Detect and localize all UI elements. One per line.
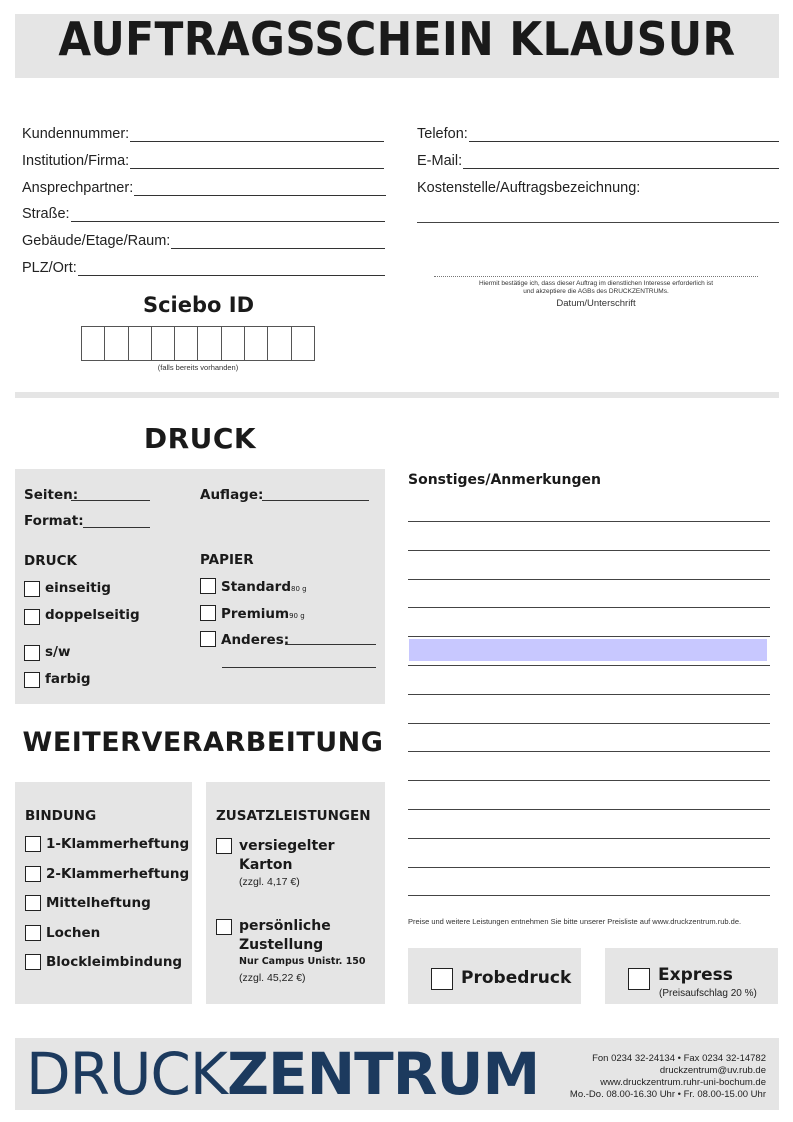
bindung-label: Blockleimbindung [46,954,183,970]
kostenstelle-line[interactable] [417,222,779,223]
probedruck-label: Probedruck [461,968,572,988]
email-field[interactable] [417,153,779,169]
anderes-label: Anderes: [221,632,290,648]
notes-line[interactable] [408,780,770,781]
notes-line[interactable] [408,607,770,608]
kostenstelle-field [417,180,779,196]
signature-label: Datum/Unterschrift [556,298,636,309]
notes-line[interactable] [408,579,770,580]
bindung-checkbox[interactable] [25,866,41,882]
notes-line[interactable] [408,809,770,810]
papier-subheading: PAPIER [200,552,254,568]
strasse-line[interactable] [71,208,385,222]
ansprechpartner-line[interactable] [134,182,386,196]
institution-label: Institution/Firma: [22,153,130,169]
sciebo-title: Sciebo ID [142,293,255,317]
signature-line[interactable] [434,276,758,277]
strasse-label: Straße: [22,206,70,222]
notes-line[interactable] [408,665,770,666]
plz-ort-line[interactable] [78,262,385,276]
sciebo-id-digit-box[interactable] [268,326,291,361]
bindung-label: Lochen [46,924,101,941]
notes-line[interactable] [408,751,770,752]
page-title: AUFTRAGSSCHEIN KLAUSUR [58,12,736,66]
gebaeude-field[interactable] [22,233,385,249]
telefon-label: Telefon: [417,126,468,142]
bindung-label: Mittelheftung [46,895,151,911]
bindung-option[interactable] [25,866,189,882]
notes-line[interactable] [408,521,770,522]
druck-subheading: DRUCK [24,553,77,569]
bindung-checkbox[interactable] [25,925,41,941]
notes-heading: Sonstiges/Anmerkungen [408,472,601,488]
notes-line[interactable] [408,723,770,724]
zusatz-heading: ZUSATZLEISTUNGEN [216,808,371,824]
farbig-label: farbig [45,671,91,687]
notes-line-highlight [409,639,767,661]
sciebo-id-input[interactable] [81,326,315,361]
notes-line[interactable] [408,895,770,896]
email-line[interactable] [463,155,779,169]
sciebo-id-digit-box[interactable] [81,326,105,361]
footer-hours: Mo.-Do. 08.00-16.30 Uhr • Fr. 08.00-15.00 Uhr [569,1089,766,1100]
sciebo-hint: (falls bereits vorhanden) [157,363,239,372]
ansprechpartner-label: Ansprechpartner: [22,180,134,196]
zustellung-note: Nur Campus Unistr. 150 [239,956,366,967]
sw-checkbox[interactable] [24,645,40,661]
doppelseitig-label: doppelseitig [45,607,140,623]
notes-area[interactable] [408,505,770,905]
zustellung-label: persönliche Zustellung [239,918,331,953]
express-checkbox[interactable] [628,968,650,990]
bindung-checkbox[interactable] [25,954,41,970]
telefon-field[interactable] [417,126,779,142]
einseitig-label: einseitig [45,580,111,596]
premium-label: Premium90 g [221,606,305,622]
anderes-line-2[interactable] [222,667,376,668]
sciebo-id-digit-box[interactable] [198,326,221,361]
notes-line[interactable] [408,636,770,637]
format-line[interactable] [83,527,150,528]
institution-line[interactable] [130,155,384,169]
karton-checkbox[interactable] [216,838,232,854]
auflage-label: Auflage: [200,487,264,503]
bindung-label: 2-Klammerheftung [46,865,190,882]
kundennummer-field[interactable] [22,126,384,142]
notes-line[interactable] [408,550,770,551]
zustellung-checkbox[interactable] [216,919,232,935]
probedruck-checkbox[interactable] [431,968,453,990]
doppelseitig-checkbox[interactable] [24,609,40,625]
zustellung-price: (zzgl. 45,22 €) [239,972,306,984]
express-note: (Preisaufschlag 20 %) [659,988,757,999]
sw-label: s/w [45,644,71,660]
signature-disclaimer: Hiermit bestätige ich, dass dieser Auftrag im dienstlichen Interesse erforderlich ist und akzeptiere die AGBs des DRUCKZENTRUMs. [478,280,714,295]
notes-footnote: Preise und weitere Leistungen entnehmen Sie bitte unserer Preisliste auf www.druckzentrum.rub.de. [408,917,742,926]
bindung-checkbox[interactable] [25,836,41,852]
notes-line[interactable] [408,694,770,695]
bindung-option[interactable] [25,895,151,911]
anderes-line[interactable] [285,644,376,645]
strasse-field[interactable] [22,206,385,222]
notes-line[interactable] [408,867,770,868]
auflage-line[interactable] [262,500,369,501]
footer-phone: Fon 0234 32-24134 • Fax 0234 32-14782 [592,1053,766,1064]
sciebo-id-digit-box[interactable] [152,326,175,361]
anderes-checkbox[interactable] [200,631,216,647]
gebaeude-label: Gebäude/Etage/Raum: [22,233,171,249]
bindung-label: 1-Klammerheftung [46,836,190,852]
kundennummer-line[interactable] [130,128,384,142]
sciebo-id-digit-box[interactable] [245,326,268,361]
gebaeude-line[interactable] [171,235,385,249]
karton-price: (zzgl. 4,17 €) [239,876,300,888]
plz-ort-label: PLZ/Ort: [22,260,77,276]
sciebo-id-digit-box[interactable] [292,326,315,361]
bindung-option[interactable] [25,954,182,970]
sciebo-id-digit-box[interactable] [129,326,152,361]
kostenstelle-label: Kostenstelle/Auftragsbezeichnung: [417,180,641,196]
seiten-line[interactable] [71,500,150,501]
premium-checkbox[interactable] [200,605,216,621]
footer-website[interactable]: www.druckzentrum.ruhr-uni-bochum.de [600,1077,766,1088]
plz-ort-field[interactable] [22,260,385,276]
express-label: Express [658,965,733,985]
sciebo-id-digit-box[interactable] [175,326,198,361]
kundennummer-label: Kundennummer: [22,126,130,142]
karton-label: versiegelter Karton [239,838,335,873]
standard-label: Standard80 g [221,579,307,595]
bindung-option[interactable] [25,925,100,941]
bindung-checkbox[interactable] [25,895,41,911]
druckzentrum-logo: DRUCKZENTRUM [26,1040,540,1108]
telefon-line[interactable] [469,128,779,142]
weiterverarbeitung-heading: WEITERVERARBEITUNG [22,727,384,758]
footer-email[interactable]: druckzentrum@uv.rub.de [659,1065,766,1076]
bindung-heading: BINDUNG [25,808,97,824]
sciebo-id-digit-box[interactable] [222,326,245,361]
notes-line[interactable] [408,838,770,839]
institution-field[interactable] [22,153,384,169]
ansprechpartner-field[interactable] [22,180,386,196]
bindung-option[interactable] [25,836,189,852]
footer-contact [560,1053,766,1101]
email-label: E-Mail: [417,153,463,169]
sciebo-id-digit-box[interactable] [105,326,128,361]
section-divider [15,392,779,398]
seiten-label: Seiten: [24,487,79,503]
format-label: Format: [24,513,84,529]
standard-checkbox[interactable] [200,578,216,594]
einseitig-checkbox[interactable] [24,581,40,597]
farbig-checkbox[interactable] [24,672,40,688]
druck-heading: DRUCK [143,422,257,455]
